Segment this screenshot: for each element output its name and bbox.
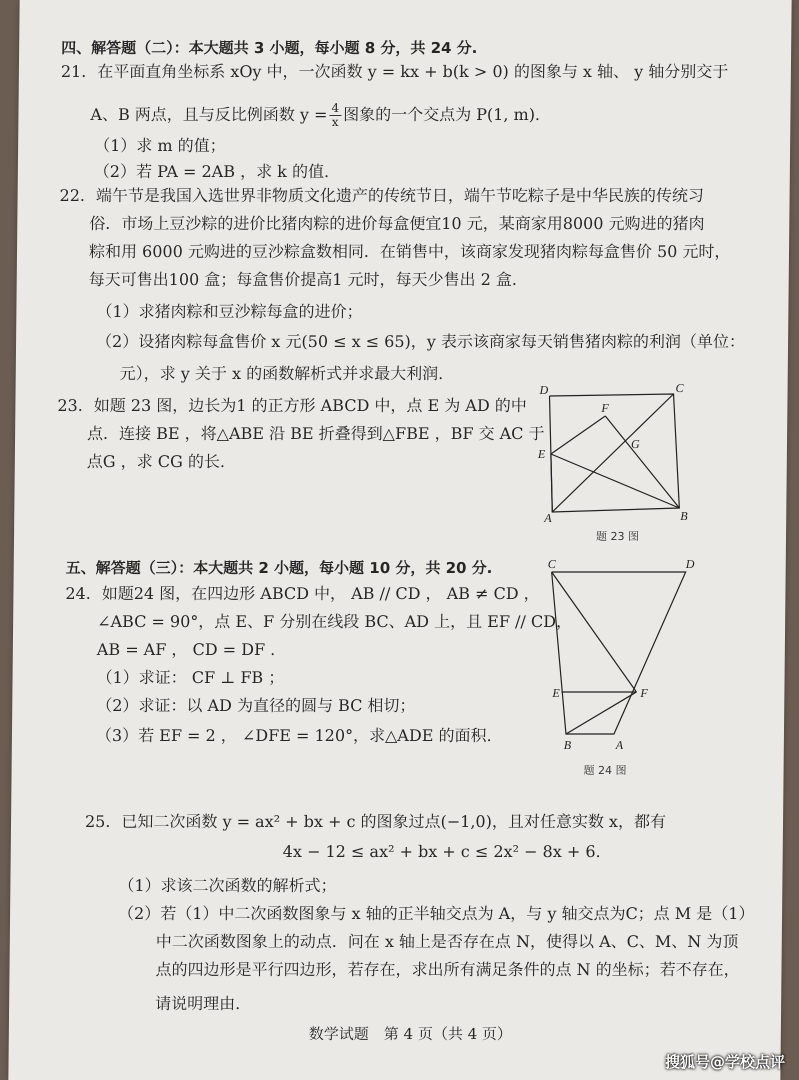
q25-line1: 25．已知二次函数 y = ax² + bx + c 的图象过点(−1,0)，且对任意实数 x，都有 bbox=[84, 812, 667, 831]
q25-part2-line1: （2）若（1）中二次函数图象与 x 轴的正半轴交点为 A，与 y 轴交点为C；点 M 是（1） bbox=[117, 904, 755, 923]
segment-ea bbox=[550, 454, 553, 512]
label-c: C bbox=[547, 557, 556, 571]
q21-part2: （2）若 PA = 2AB ，求 k 的值. bbox=[93, 162, 330, 181]
label-e: E bbox=[537, 447, 546, 461]
q25-part2-line2: 中二次函数图象上的动点．问在 x 轴上是否存在点 N，使得以 A、C、M、N 为顶 bbox=[155, 932, 739, 951]
quad-abcd bbox=[550, 572, 686, 734]
segment-bf bbox=[566, 692, 636, 734]
section5-title: 五、解答题（三）：本大题共 2 小题，每小题 10 分，共 20 分. bbox=[65, 559, 493, 577]
label-d: D bbox=[539, 383, 549, 397]
watermark: 搜狐号@学校点评 bbox=[664, 1053, 785, 1071]
q21-line2-a: A、B 两点，且与反比例函数 y = bbox=[90, 105, 328, 124]
segment-ac bbox=[552, 394, 673, 512]
label-f: F bbox=[601, 401, 609, 415]
q24-line2: ∠ABC = 90°，点 E、F 分别在线段 BC、AD 上，且 EF // CD， bbox=[97, 612, 573, 631]
q21-line2-b: 图象的一个交点为 P(1, m). bbox=[343, 105, 541, 124]
q24-part2: （2）求证：以 AD 为直径的圆与 BC 相切； bbox=[96, 696, 416, 715]
q25-part2-line3: 点的四边形是平行四边形，若存在，求出所有满足条件的点 N 的坐标；若不存在， bbox=[155, 960, 740, 979]
q22-part2: （2）设猪肉粽每盒售价 x 元(50 ≤ x ≤ 65)，y 表示该商家每天销售猪肉粽的利润（单位： bbox=[95, 332, 746, 351]
label-b: B bbox=[680, 509, 688, 522]
segment-be bbox=[550, 454, 680, 508]
q23-line1: 23．如题 23 图，边长为1 的正方形 ABCD 中，点 E 为 AD 的中 bbox=[57, 396, 527, 415]
label-f: F bbox=[640, 686, 648, 700]
label-a: A bbox=[615, 738, 624, 752]
figure-23-caption: 题 23 图 bbox=[595, 530, 640, 543]
q23-line3: 点G ，求 CG 的长. bbox=[86, 452, 226, 471]
q24-part3: （3）若 EF = 2 ， ∠DFE = 120°，求△ADE 的面积. bbox=[95, 726, 492, 745]
segment-ef bbox=[551, 416, 605, 454]
q21-fraction: $\frac{4}{x}$ bbox=[329, 102, 341, 129]
q22-line4: 每天可售出100 盒；每盒售价提高1 元时，每天少售出 2 盒． bbox=[88, 270, 529, 289]
q21-part1: （1）求 m 的值； bbox=[94, 136, 226, 155]
q25-inequality: 4x − 12 ≤ ax² + bx + c ≤ 2x² − 8x + 6. bbox=[282, 842, 601, 861]
segment-cf bbox=[550, 572, 637, 692]
q22-part1: （1）求猪肉粽和豆沙粽每盒的进价； bbox=[96, 302, 363, 321]
label-a: A bbox=[544, 511, 552, 522]
figure-24-svg bbox=[532, 556, 704, 756]
segment-fb bbox=[604, 416, 680, 508]
q24-part1: （1）求证： CF ⊥ FB ； bbox=[96, 668, 285, 687]
q23-line2: 点．连接 BE ，将△ABE 沿 BE 折叠得到△FBE ，BF 交 AC 于 bbox=[87, 424, 545, 443]
q24-line1: 24．如题24 图，在四边形 ABCD 中， AB // CD ， AB ≠ CD ， bbox=[65, 584, 540, 603]
figure-23-svg bbox=[534, 382, 695, 522]
q22-part2-cont: 元），求 y 关于 x 的函数解析式并求最大利润. bbox=[119, 364, 444, 383]
square-abcd bbox=[548, 394, 680, 512]
page-footer: 数学试题 第 4 页（共 4 页） bbox=[308, 1025, 513, 1043]
q24-line3: AB = AF ， CD = DF . bbox=[96, 640, 276, 659]
label-c: C bbox=[675, 382, 684, 395]
exam-page bbox=[8, 0, 791, 1080]
q25-part2-line4: 请说明理由. bbox=[155, 994, 241, 1013]
figure-23 bbox=[534, 382, 695, 522]
figure-24 bbox=[532, 556, 704, 756]
label-e: E bbox=[552, 686, 560, 700]
label-g: G bbox=[630, 437, 640, 451]
q21-line2 bbox=[90, 102, 540, 129]
label-b: B bbox=[563, 738, 572, 752]
q25-part1: （1）求该二次函数的解析式； bbox=[118, 876, 337, 895]
section4-title: 四、解答题（二）：本大题共 3 小题，每小题 8 分，共 24 分. bbox=[61, 39, 478, 57]
figure-24-caption: 题 24 图 bbox=[583, 764, 627, 777]
q22-line2: 俗．市场上豆沙粽的进价比猪肉粽的进价每盒便宜10 元，某商家用8000 元购进的猪肉 bbox=[89, 214, 705, 233]
q21-line1: 21．在平面直角坐标系 xOy 中，一次函数 y = kx + b(k > 0) 的图象与 x 轴、 y 轴分别交于 bbox=[60, 62, 729, 81]
q22-line1: 22．端午节是我国入选世界非物质文化遗产的传统节日，端午节吃粽子是中华民族的传统习 bbox=[59, 186, 705, 205]
q22-line3: 粽和用 6000 元购进的豆沙粽盒数相同．在销售中，该商家发现猪肉粽每盒售价 50 元时， bbox=[88, 242, 731, 261]
label-d: D bbox=[685, 557, 695, 571]
